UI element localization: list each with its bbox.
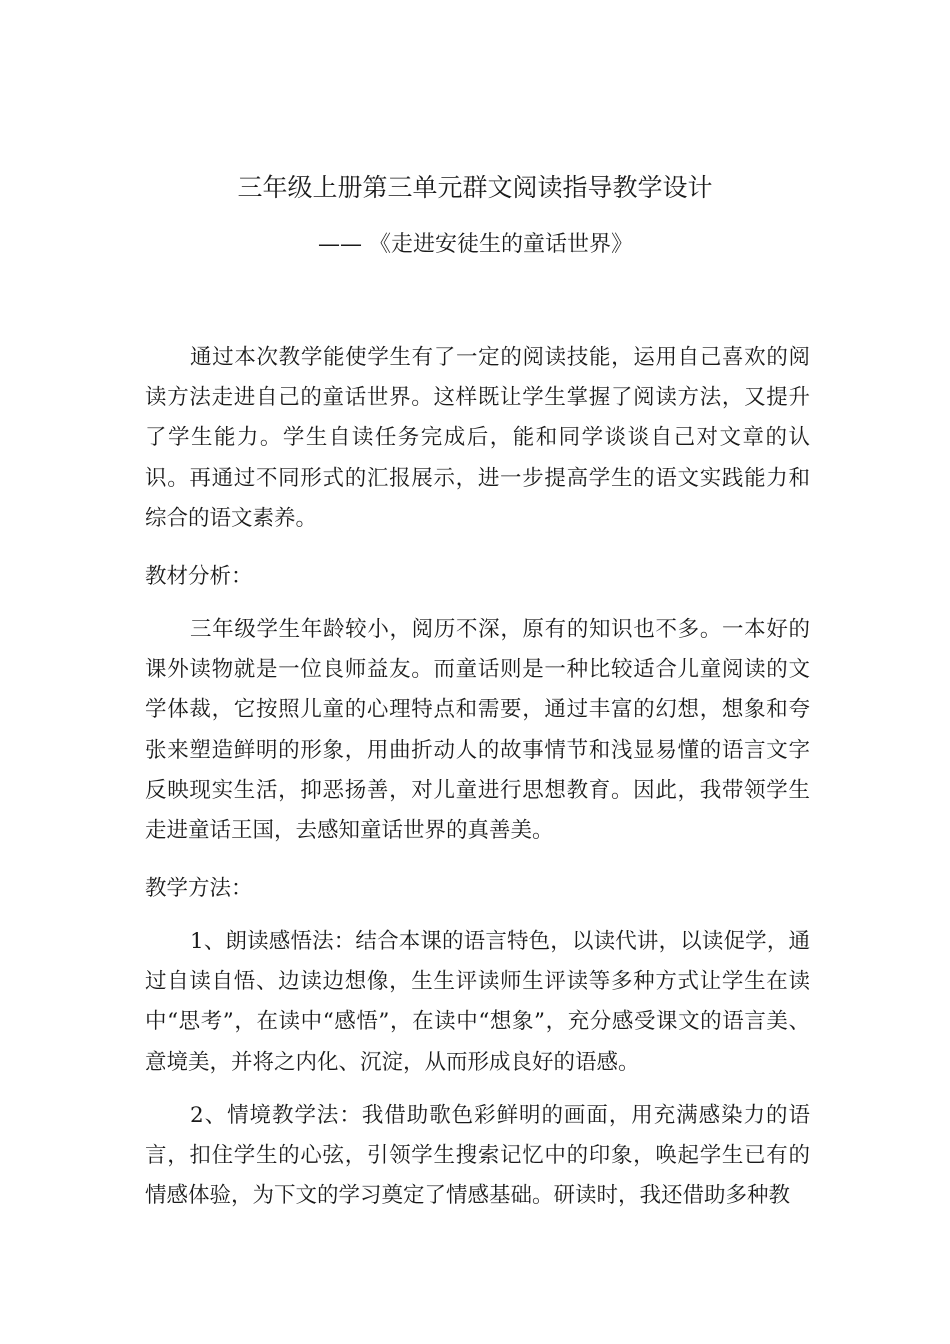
method-item-2: 2、情境教学法：我借助歌色彩鲜明的画面，用充满感染力的语言，扣住学生的心弦，引领学生搜索记忆中的印象，唤起学生已有的情感体验，为下文的学习奠定了情感基础。研读时，我还借助多种教 <box>145 1103 810 1209</box>
document-title: 三年级上册第三单元群文阅读指导教学设计 <box>237 173 713 202</box>
section-heading-methods: 教学方法： <box>145 876 253 901</box>
document-subtitle: —— 《走进安徒生的童话世界》 <box>318 232 633 257</box>
section-heading-materials: 教材分析： <box>145 564 253 589</box>
method-item-1: 1、朗读感悟法：结合本课的语言特色，以读代讲，以读促学，通过自读自悟、边读边想像，生生评读师生评读等多种方式让学生在读中“思考”，在读中“感悟”，在读中“想象”，充分感受课文的语言美、意境美，并将之内化、沉淀，从而形成良好的语感。 <box>145 929 810 1075</box>
materials-paragraph: 三年级学生年龄较小，阅历不深，原有的知识也不多。一本好的课外读物就是一位良师益友。而童话则是一种比较适合儿童阅读的文学体裁，它按照儿童的心理特点和需要，通过丰富的幻想，想象和夸张来塑造鲜明的形象，用曲折动人的故事情节和浅显易懂的语言文字反映现实生活，抑恶扬善，对儿童进行思想教育。因此，我带领学生走进童话王国，去感知童话世界的真善美。 <box>145 617 810 844</box>
intro-paragraph: 通过本次教学能使学生有了一定的阅读技能，运用自己喜欢的阅读方法走进自己的童话世界。这样既让学生掌握了阅读方法，又提升了学生能力。学生自读任务完成后，能和同学谈谈自己对文章的认识。再通过不同形式的汇报展示，进一步提高学生的语文实践能力和综合的语文素养。 <box>145 345 810 531</box>
